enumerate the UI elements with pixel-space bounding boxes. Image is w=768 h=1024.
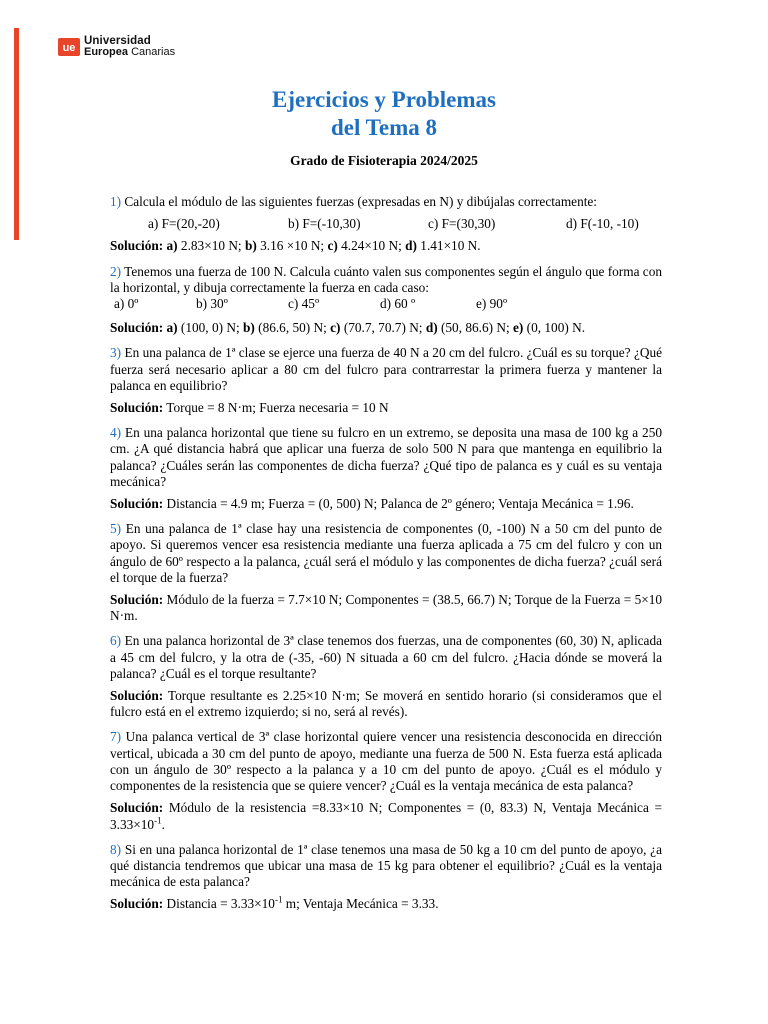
- solution-5: Solución: Módulo de la fuerza = 7.7×10 N; Componentes = (38.5, 66.7) N; Torque de la Fuerza = 5×10 N·m.: [110, 592, 663, 624]
- option: b) F=(-10,30): [288, 216, 361, 232]
- problem-text: Tenemos una fuerza de 100 N. Calcula cuánto valen sus componentes según el ángulo que forma con la horizontal, y dibuja correctamente la fuerza en cada caso:: [110, 263, 662, 295]
- problem-2: [110, 264, 662, 337]
- problem-text: En una palanca horizontal de 3ª clase tenemos dos fuerzas, una de componentes (60, 30) N, aplicada a 45 cm del fulcro, y la otra de (-35, -60) N situada a 60 cm del fulcro. ¿Hacia dónde se moverá la palanca? ¿Cuál es el torque resultante?: [110, 633, 663, 681]
- logo-line2-rest: Canarias: [128, 46, 176, 58]
- problem-text: En una palanca horizontal que tiene su fulcro en un extremo, se deposita una masa de 100 kg a 250 cm. ¿A qué distancia habrá que aplicar una fuerza de solo 500 N para que mantenga en equilibrio la palanca? ¿Cuáles serán las componentes de dicha fuerza? ¿Qué tipo de palanca es y cuál es su ventaja mecánica?: [110, 425, 662, 489]
- solution-4: Solución: Distancia = 4.9 m; Fuerza = (0, 500) N; Palanca de 2º género; Ventaja Mecánica = 1.96.: [110, 496, 634, 512]
- problem-5: [110, 521, 662, 624]
- title-line2: del Tema 8: [330, 115, 438, 140]
- solution-6: Solución: Torque resultante es 2.25×10 N·m; Se moverá en sentido horario (si consideramos que el fulcro está en el extremo izquierdo; si no, será al revés).: [110, 688, 662, 720]
- problem-4: [110, 425, 662, 512]
- problem-text: Calcula el módulo de las siguientes fuerzas (expresadas en N) y dibújalas correctamente:: [124, 194, 598, 209]
- problem-3: [110, 345, 662, 416]
- solution-1: Solución: a) 2.83×10 N; b) 3.16 ×10 N; c) 4.24×10 N; d) 1.41×10 N.: [110, 238, 481, 254]
- problem-text: Si en una palanca horizontal de 1ª clase tenemos una masa de 50 kg a 10 cm del punto de apoyo, ¿a qué distancia tendremos que ubicar una masa de 15 kg para obtener el equilibrio? ¿Cuál es la ventaja mecánica de esta palanca?: [110, 841, 662, 890]
- title-line1: Ejercicios y Problemas: [272, 87, 496, 112]
- problem-number: 5): [110, 521, 122, 537]
- problem-7: [110, 729, 662, 832]
- problem-number: 6): [110, 633, 122, 649]
- solution-8: Solución: Distancia = $3.33\times 10^{-1}$ m; Ventaja Mecánica = 3.33.: [110, 894, 439, 912]
- page-subtitle: Grado de Fisioterapia 2024/2025: [290, 153, 478, 168]
- problem-number: 7): [110, 729, 122, 745]
- problem-6: [110, 633, 662, 720]
- option: a) 0º: [114, 296, 139, 312]
- option: e) 90º: [476, 296, 508, 312]
- option: d) F(-10, -10): [566, 216, 639, 232]
- option: c) F=(30,30): [428, 216, 496, 232]
- problem-text: Una palanca vertical de 3ª clase horizontal quiere vencer una resistencia desconocida en dirección vertical, ubicada a 30 cm del punto de apoyo, mediante una fuerza de 500 N. Esta fuerza está aplicada con un ángulo de 30º respecto a la palanca y a 10 cm del punto de apoyo. ¿Cuál es el módulo y componentes de la resistencia que se quiere vencer? ¿Cuál es la ventaja mecánica de esta palanca?: [110, 729, 663, 794]
- problem-number: 1): [110, 194, 122, 209]
- option: c) 45º: [288, 296, 320, 312]
- problem-list: [110, 194, 662, 922]
- problem-number: 3): [110, 345, 122, 361]
- ue-logo-icon: [58, 38, 80, 56]
- problem-text: En una palanca de 1ª clase se ejerce una fuerza de 40 N a 20 cm del fulcro. ¿Cuál es su torque? ¿Qué fuerza será necesario aplicar a 80 cm del fulcro para contrarrestar la primera fuerza y mantener la palanca en equilibrio?: [110, 345, 662, 393]
- logo-line1: Universidad: [84, 35, 151, 47]
- problem-text: En una palanca de 1ª clase hay una resistencia de componentes (0, -100) N a 50 cm del punto de apoyo. Si queremos vencer esa resistencia mediante una fuerza aplicada a 75 cm del fulcro y con un ángulo de 60º respecto a la palanca, ¿cuál será el módulo y las componentes de dicha fuerza? ¿cuál será el torque de la fuerza?: [110, 521, 662, 585]
- problem-number: 2): [110, 263, 122, 279]
- solution-2: Solución: a) (100, 0) N; b) (86.6, 50) N; c) (70.7, 70.7) N; d) (50, 86.6) N; e) (0, 100) N.: [110, 320, 586, 336]
- option: b) 30º: [196, 296, 228, 312]
- page-title: [0, 86, 768, 142]
- problem-8: [110, 842, 662, 913]
- logo-line2-bold: Europea: [84, 46, 129, 58]
- problem-1: [110, 194, 662, 255]
- problem-number: 8): [110, 841, 122, 857]
- problem-number: 4): [110, 425, 122, 441]
- option: d) 60 º: [380, 296, 416, 312]
- solution-7: Solución: Módulo de la resistencia =8.33×10 N; Componentes = (0, 83.3) N, Ventaja Mecánica = $3.33\times 10^{-1}$.: [110, 800, 662, 832]
- solution-3: Solución: Torque = 8 N·m; Fuerza necesaria = 10 N: [110, 400, 389, 416]
- option: a) F=(20,-20): [148, 216, 220, 232]
- svg-text:ue: ue: [62, 42, 76, 54]
- university-logo: [58, 36, 175, 58]
